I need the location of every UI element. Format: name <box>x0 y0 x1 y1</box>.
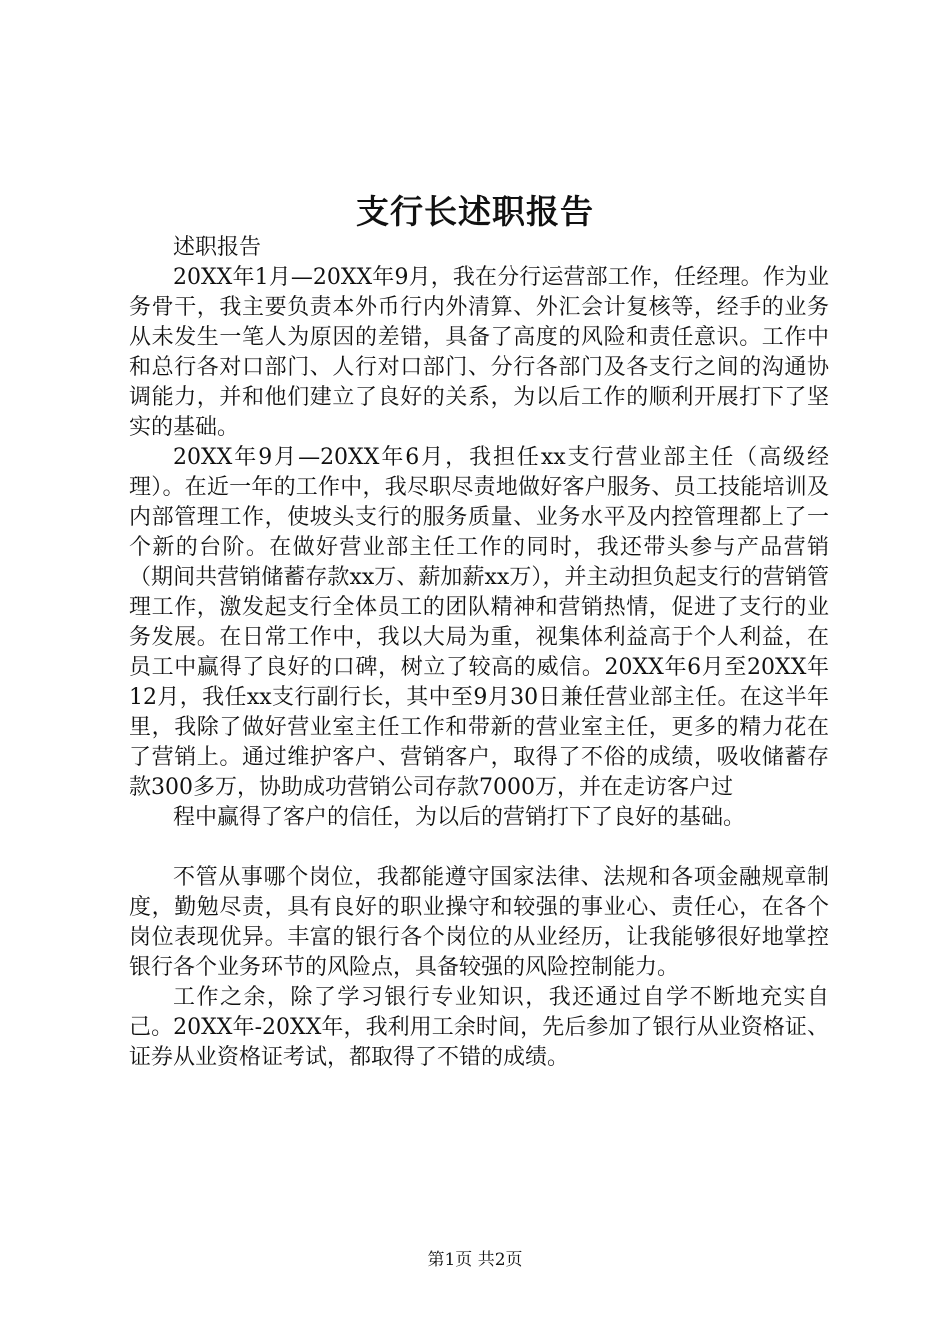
paragraph: 20XX年9月—20XX年6月，我担任xx支行营业部主任（高级经理）。在近一年的工作中，我尽职尽责地做好客户服务、员工技能培训及内部管理工作，使坡头支行的服务质量、业务水平及内控管理都上了一个新的台阶。在做好营业部主任工作的同时，我还带头参与产品营销（期间共营销储蓄存款xx万、薪加薪xx万），并主动担负起支行的营销管理工作，激发起支行全体员工的团队精神和营销热情，促进了支行的业务发展。在日常工作中，我以大局为重，视集体利益高于个人利益，在员工中赢得了良好的口碑，树立了较高的威信。20XX年6月至20XX年12月，我任xx支行副行长，其中至9月30日兼任营业部主任。在这半年里，我除了做好营业室主任工作和带新的营业室主任，更多的精力花在了营销上。通过维护客户、营销客户，取得了不俗的成绩，吸收储蓄存款300多万，协助成功营销公司存款7000万，并在走访客户过 <box>129 445 829 800</box>
paragraph: 不管从事哪个岗位，我都能遵守国家法律、法规和各项金融规章制度，勤勉尽责，具有良好的职业操守和较强的事业心、责任心，在各个岗位表现优异。丰富的银行各个岗位的从业经历，让我能够很好地掌控银行各个业务环节的风险点，具备较强的风险控制能力。 <box>129 865 829 980</box>
page-number: 第1页 共2页 <box>427 1250 523 1270</box>
paragraph: 程中赢得了客户的信任，为以后的营销打下了良好的基础。 <box>173 805 746 830</box>
paragraph-gap <box>129 833 829 863</box>
paragraph: 20XX年1月—20XX年9月，我在分行运营部工作，任经理。作为业务骨干，我主要负责本外币行内外清算、外汇会计复核等，经手的业务从未发生一笔人为原因的差错，具备了高度的风险和责任意识。工作中和总行各对口部门、人行对口部门、分行各部门及各支行之间的沟通协调能力，并和他们建立了良好的关系，为以后工作的顺利开展打下了坚实的基础。 <box>129 265 829 440</box>
document-title: 支行长述职报告 <box>356 192 594 231</box>
paragraph: 工作之余，除了学习银行专业知识，我还通过自学不断地充实自己。20XX年-20XX年，我利用工余时间，先后参加了银行从业资格证、证券从业资格证考试，都取得了不错的成绩。 <box>129 985 829 1070</box>
paragraph-heading: 述职报告 <box>173 235 262 260</box>
document-body <box>129 233 829 1073</box>
